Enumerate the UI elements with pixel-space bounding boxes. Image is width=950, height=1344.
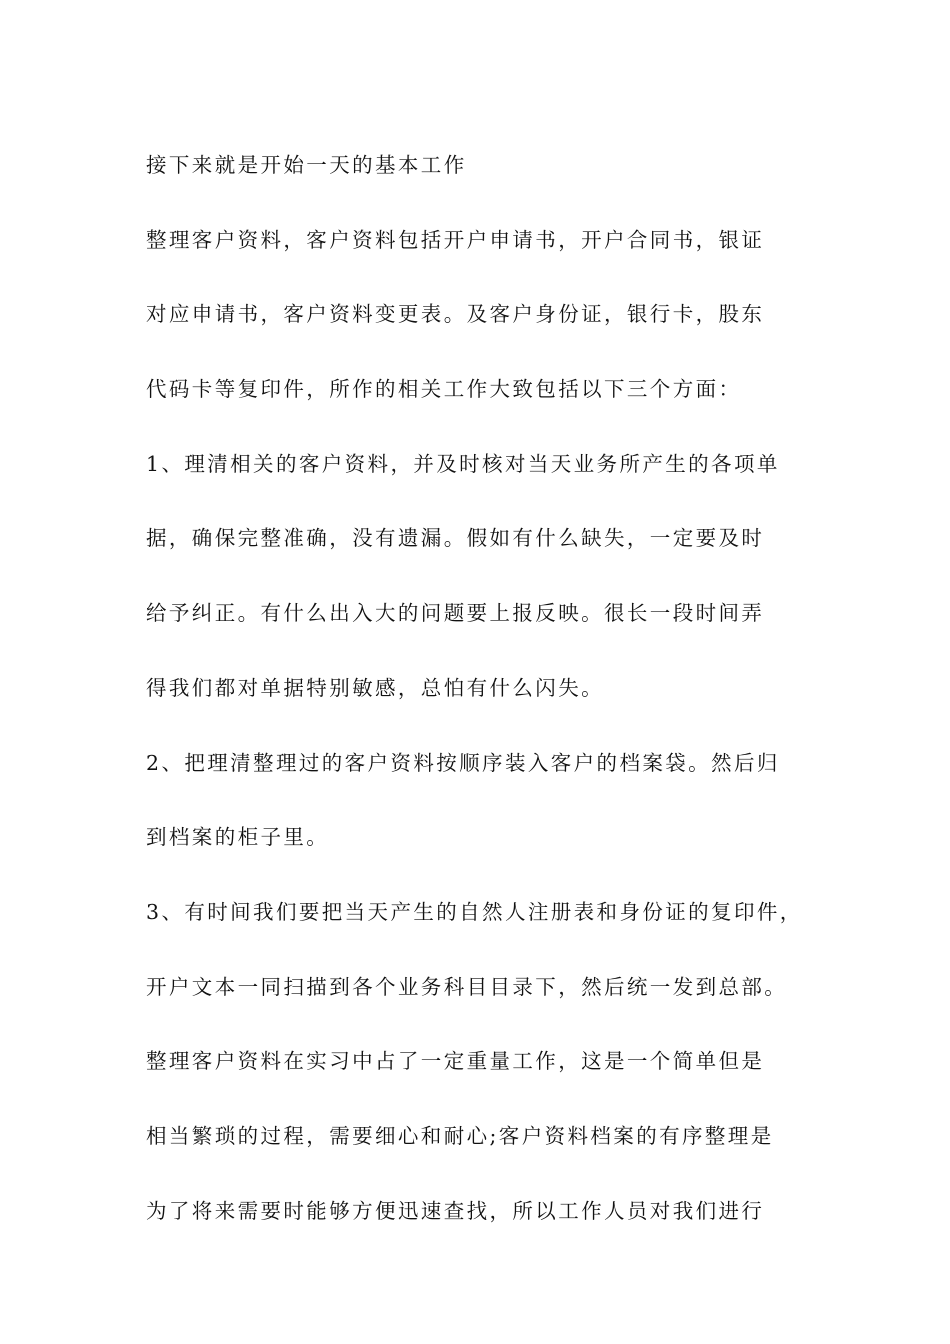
text-line: 为了将来需要时能够方便迅速查找，所以工作人员对我们进行: [146, 1198, 765, 1223]
text-line: 2、把理清整理过的客户资料按顺序装入客户的档案袋。然后归: [146, 750, 780, 775]
text-line: 相当繁琐的过程，需要细心和耐心;客户资料档案的有序整理是: [146, 1123, 774, 1148]
text-line: 代码卡等复印件，所作的相关工作大致包括以下三个方面：: [146, 377, 742, 402]
text-line-heading: 接下来就是开始一天的基本工作: [146, 153, 467, 177]
text-line: 整理客户资料，客户资料包括开户申请书，开户合同书，银证: [146, 227, 765, 252]
document-body: [146, 128, 811, 1248]
text-line: 1、理清相关的客户资料，并及时核对当天业务所产生的各项单: [146, 451, 780, 476]
text-line: 对应申请书，客户资料变更表。及客户身份证，银行卡，股东: [146, 302, 765, 327]
text-line: 据，确保完整准确，没有遗漏。假如有什么缺失，一定要及时: [146, 526, 765, 551]
text-line: 得我们都对单据特别敏感，总怕有什么闪失。: [146, 675, 604, 700]
text-line: 3、有时间我们要把当天产生的自然人注册表和身份证的复印件，: [146, 899, 803, 924]
text-line: 给予纠正。有什么出入大的问题要上报反映。很长一段时间弄: [146, 601, 765, 626]
text-line: 到档案的柜子里。: [146, 825, 330, 850]
text-line: 整理客户资料在实习中占了一定重量工作，这是一个简单但是: [146, 1049, 765, 1074]
text-line: 开户文本一同扫描到各个业务科目目录下，然后统一发到总部。: [146, 974, 788, 999]
